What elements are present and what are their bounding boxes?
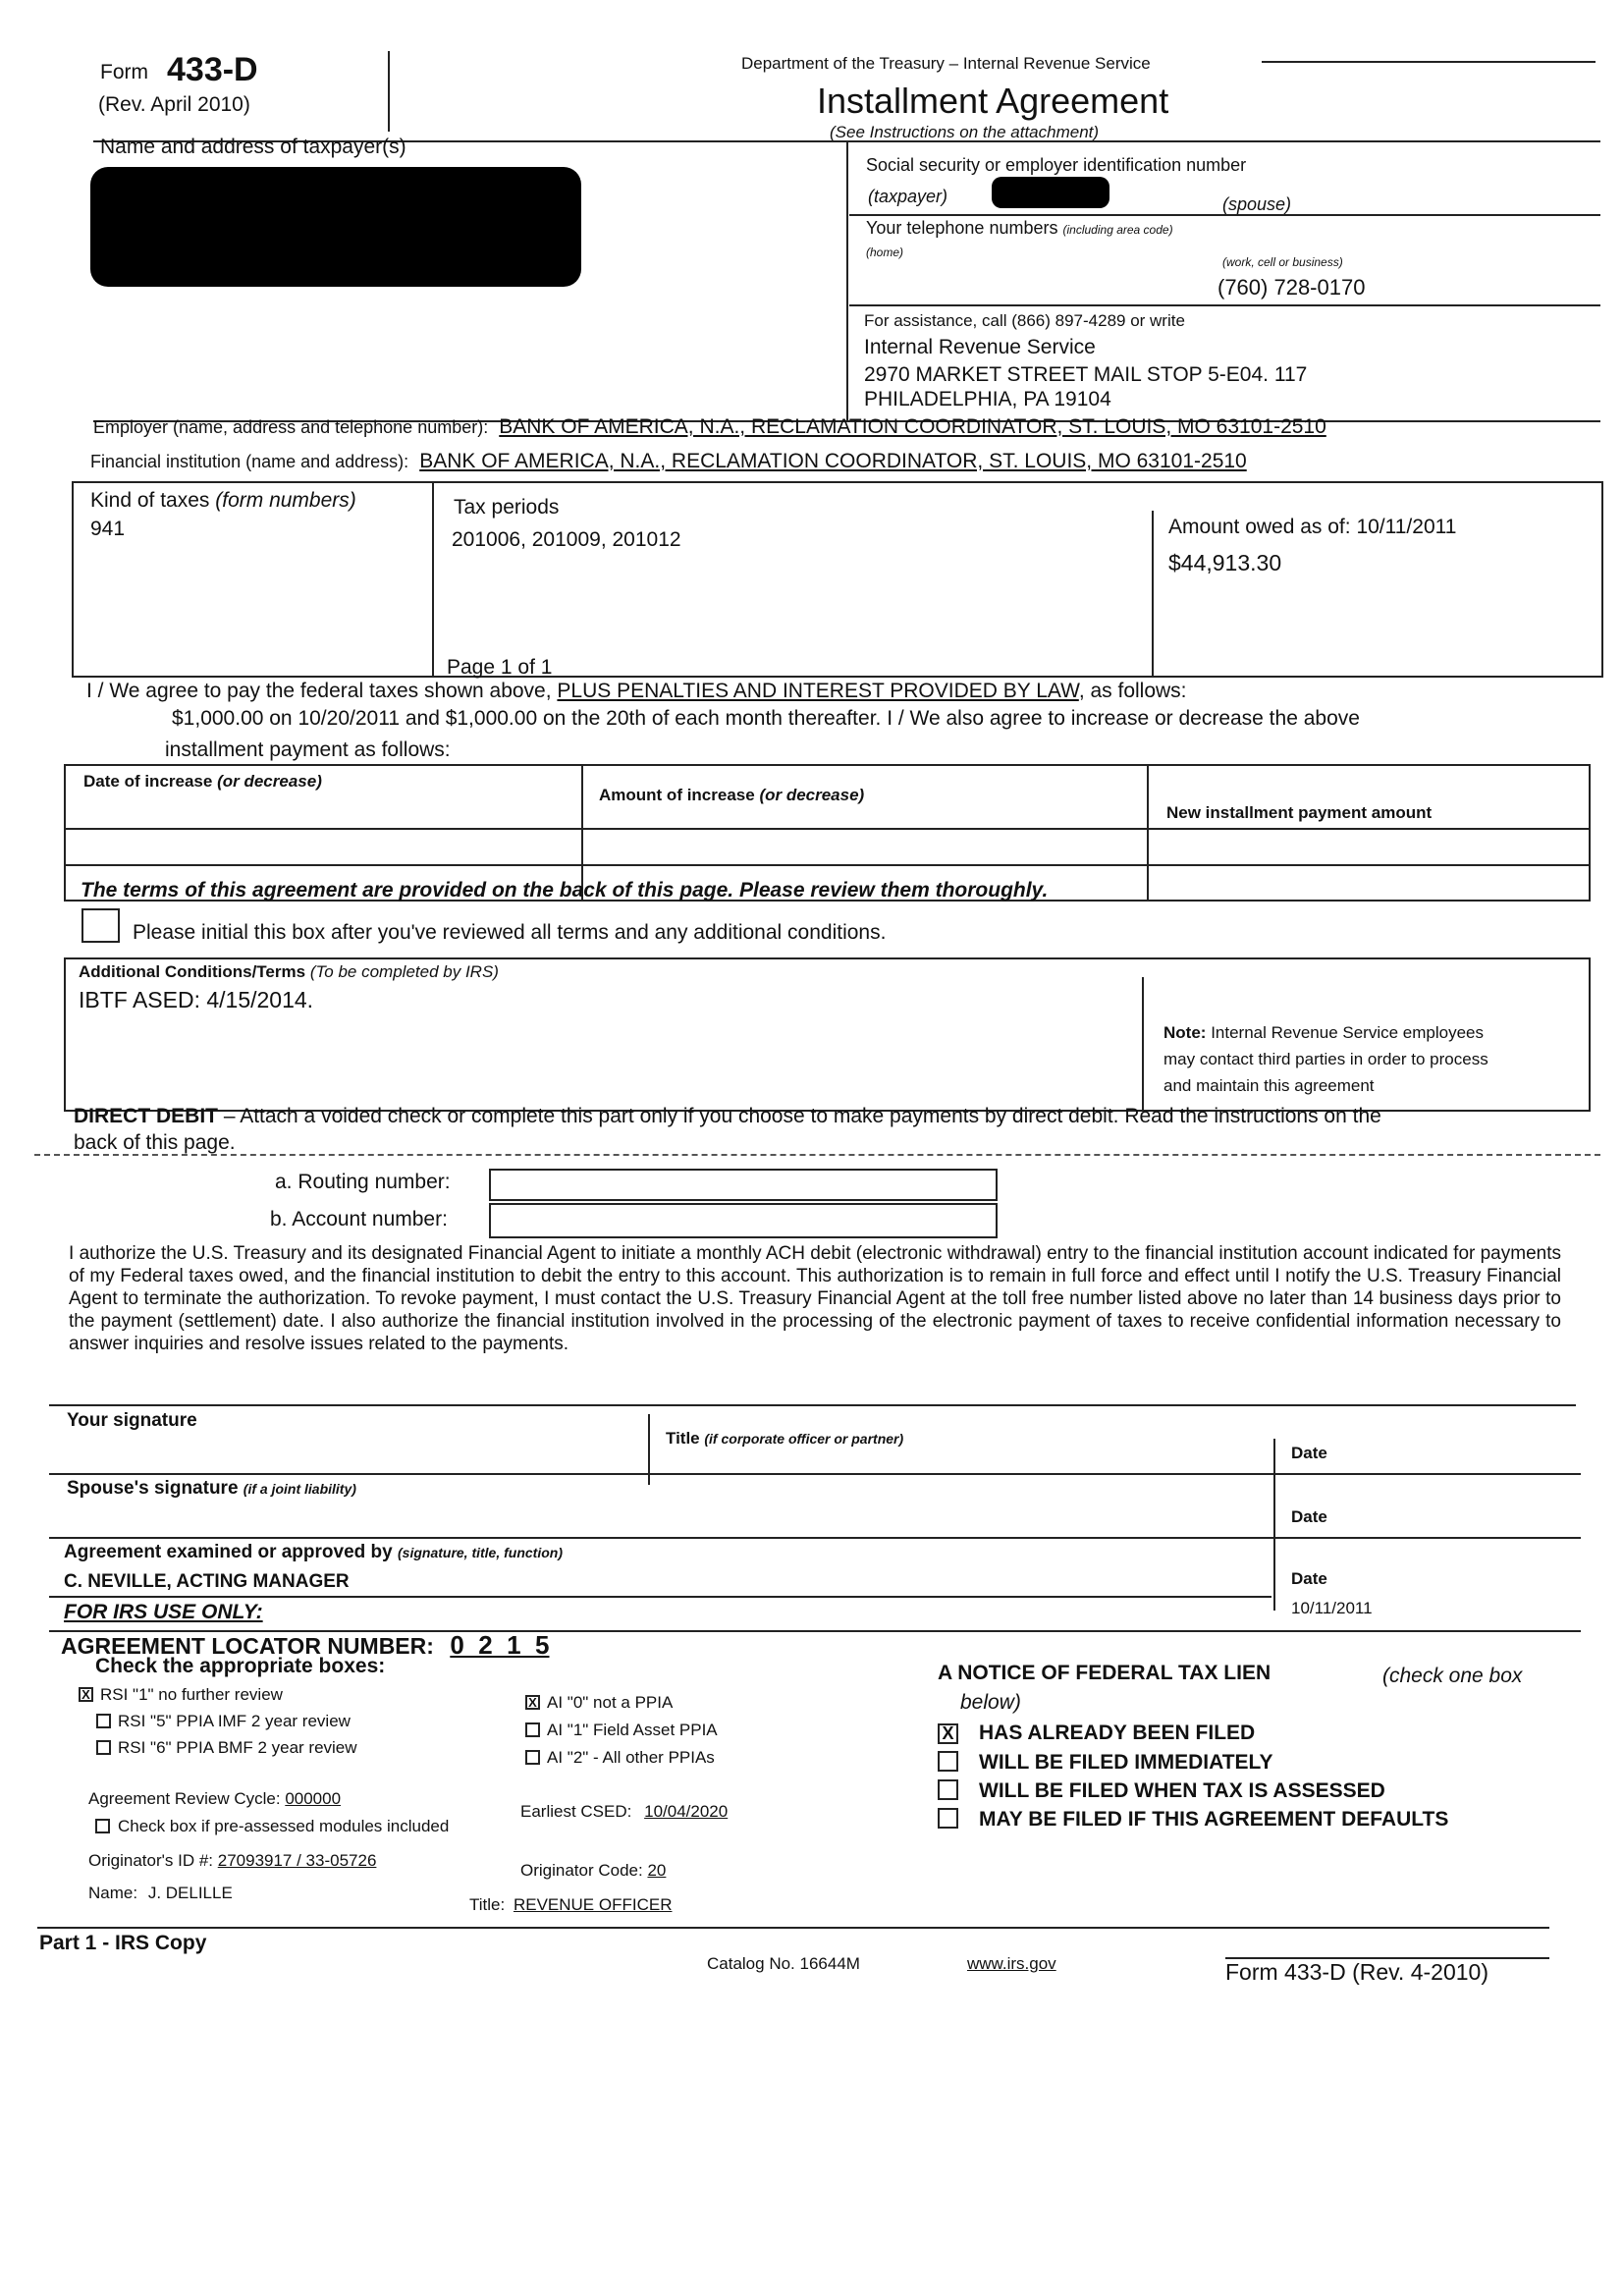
phone-label-small: (including area code) [1062, 223, 1173, 237]
spouse-signature-italic: (if a joint liability) [243, 1481, 356, 1497]
direct-debit-instructions: – Attach a voided check or complete this part only if you choose to make payments by direct debit. Read the instructions on the [218, 1105, 1381, 1127]
increase-col1-header [83, 772, 322, 792]
direct-debit-line2: back of this page. [74, 1131, 236, 1154]
spouse-signature-label [67, 1478, 356, 1500]
increase-col1-text: Date of increase [83, 772, 213, 791]
agreement-line1-start: I / We agree to pay the federal taxes shown above, [86, 680, 552, 702]
signature-divider-2 [1273, 1439, 1275, 1611]
originator-name-value: J. DELILLE [147, 1884, 233, 1902]
originator-id-label: Originator's ID #: [88, 1851, 214, 1870]
title-label-text: Title [666, 1429, 700, 1448]
date-label-1: Date [1291, 1444, 1327, 1462]
earliest-csed-label: Earliest CSED: [520, 1802, 632, 1821]
increase-col2-text: Amount of increase [599, 786, 755, 804]
originator-code-value: 20 [647, 1861, 667, 1880]
amount-owed-value: $44,913.30 [1168, 550, 1282, 575]
signature-top-rule [49, 1404, 1576, 1406]
agreement-line2: $1,000.00 on 10/20/2011 and $1,000.00 on the 20th of each month thereafter. I / We also agree to increase or decrease the above [172, 707, 1360, 730]
ssn-label: Social security or employer identification number [866, 155, 1247, 175]
footer-website[interactable]: www.irs.gov [967, 1954, 1056, 1973]
lien-already-filed-checkbox[interactable]: X [938, 1723, 958, 1744]
locator-value: 0 2 1 5 [450, 1630, 550, 1660]
work-phone-label: (work, cell or business) [1222, 255, 1343, 269]
phone-label [866, 218, 1173, 239]
date-label-3: Date [1291, 1569, 1327, 1588]
increase-row2-rule [64, 864, 1591, 866]
increase-col1-italic: (or decrease) [217, 772, 322, 791]
work-phone-value: (760) 728-0170 [1217, 275, 1366, 300]
originator-name-label: Name: [88, 1884, 138, 1902]
increase-col2-header [599, 786, 864, 805]
amount-owed-label: Amount owed as of: 10/11/2011 [1168, 516, 1457, 538]
phone-rule [849, 304, 1600, 306]
rsi-6-checkbox[interactable] [96, 1740, 111, 1755]
your-signature-label: Your signature [67, 1410, 197, 1431]
irs-street: 2970 MARKET STREET MAIL STOP 5-E04. 117 [864, 363, 1308, 386]
ai-0-checkbox[interactable]: X [525, 1695, 540, 1710]
form-revision: (Rev. April 2010) [98, 93, 250, 116]
conditions-label-italic: (To be completed by IRS) [309, 962, 499, 981]
financial-value: BANK OF AMERICA, N.A., RECLAMATION COORDINATOR, ST. LOUIS, MO 63101-2510 [419, 450, 1247, 472]
routing-label: a. Routing number: [275, 1171, 451, 1193]
employer-value: BANK OF AMERICA, N.A., RECLAMATION COORDINATOR, ST. LOUIS, MO 63101-2510 [499, 415, 1326, 438]
new-amount-cell[interactable] [1151, 868, 1587, 898]
title-label [666, 1429, 903, 1449]
taxpayer-label: (taxpayer) [868, 187, 948, 206]
form-number: 433-D [167, 51, 258, 88]
examined-label [64, 1542, 563, 1563]
rsi-5-label: RSI "5" PPIA IMF 2 year review [118, 1712, 351, 1730]
employer-label: Employer (name, address and telephone number): [93, 417, 489, 437]
redacted-taxpayer-name [90, 167, 581, 287]
lien-immediately-label: WILL BE FILED IMMEDIATELY [979, 1751, 1273, 1774]
increase-amount-cell[interactable] [585, 833, 1143, 860]
ai-2-checkbox[interactable] [525, 1750, 540, 1765]
spouse-signature-text: Spouse's signature [67, 1478, 239, 1499]
ai-0-label: AI "0" not a PPIA [547, 1693, 674, 1712]
increase-date-cell[interactable] [69, 833, 577, 860]
originator-title-value: REVENUE OFFICER [513, 1895, 673, 1914]
review-cycle-value: 000000 [285, 1789, 342, 1808]
terms-notice: The terms of this agreement are provided on the back of this page. Please review them thoroughly. [81, 879, 1049, 902]
header-right-rule [1262, 61, 1596, 63]
signature-rule-1 [49, 1473, 1581, 1475]
account-number-input[interactable] [489, 1203, 998, 1238]
originator-code-row [520, 1861, 666, 1881]
rsi-6-label: RSI "6" PPIA BMF 2 year review [118, 1738, 357, 1757]
direct-debit-line1 [74, 1105, 1381, 1128]
authorization-text: I authorize the U.S. Treasury and its designated Financial Agent to initiate a monthly ACH debit (electronic withdrawal) entry to the financial institution account indicated for payments of my Federal taxes owed, and the financial institution to debit the entry to this account. This authorization is to remain in full force and effect until I notify the U.S. Treasury Financial Agent to terminate the authorization. To revoke payment, I must contact the U.S. Treasury Financial Agent at the toll free number listed above no later than 14 business days prior to the payment (settlement) date. I also authorize the financial institution involved in the processing of the electronic payment of taxes to receive confidential information necessary to answer inquiries and resolve issues related to the payments. [69, 1243, 1561, 1354]
irs-note-line3: and maintain this agreement [1163, 1076, 1375, 1095]
ai-1-checkbox[interactable] [525, 1722, 540, 1737]
assistance-text: For assistance, call (866) 897-4289 or write [864, 311, 1185, 330]
footer-form: Form 433-D (Rev. 4-2010) [1225, 1959, 1488, 1985]
examined-label-text: Agreement examined or approved by [64, 1542, 393, 1562]
increase-row1-rule [64, 828, 1591, 830]
irs-city: PHILADELPHIA, PA 19104 [864, 388, 1111, 410]
rsi-1-label: RSI "1" no further review [100, 1685, 283, 1704]
originator-id-value: 27093917 / 33-05726 [217, 1851, 377, 1870]
footer-rule [37, 1927, 1549, 1929]
irs-use-heading: FOR IRS USE ONLY: [64, 1601, 263, 1623]
signature-rule-2 [49, 1537, 1581, 1539]
irs-name: Internal Revenue Service [864, 336, 1096, 358]
tax-periods-value: 201006, 201009, 201012 [452, 528, 681, 551]
preassessed-label: Check box if pre-assessed modules included [118, 1817, 450, 1835]
preassessed-checkbox[interactable] [95, 1819, 110, 1833]
spouse-label: (spouse) [1222, 194, 1292, 214]
ai-1-label: AI "1" Field Asset PPIA [547, 1721, 718, 1739]
irs-note-bold: Note: [1163, 1023, 1207, 1042]
page-count: Page 1 of 1 [447, 656, 553, 679]
rsi-1-checkbox[interactable]: X [79, 1687, 93, 1702]
financial-row [90, 450, 1247, 473]
review-cycle-label: Agreement Review Cycle: [88, 1789, 281, 1808]
increase-col3-header: New installment payment amount [1166, 803, 1433, 822]
originator-id-row [88, 1851, 376, 1871]
increase-col2-divider [1147, 764, 1149, 902]
date-value-3: 10/11/2011 [1291, 1599, 1373, 1617]
direct-debit-dashed-rule [34, 1154, 1600, 1156]
date-label-2: Date [1291, 1507, 1327, 1526]
financial-label: Financial institution (name and address): [90, 452, 409, 471]
lien-already-filed-label: HAS ALREADY BEEN FILED [979, 1722, 1256, 1744]
examined-value: C. NEVILLE, ACTING MANAGER [64, 1571, 350, 1592]
earliest-csed-value: 10/04/2020 [644, 1802, 729, 1821]
agreement-line1-underlined: PLUS PENALTIES AND INTEREST PROVIDED BY LAW [557, 680, 1079, 702]
header-divider [388, 51, 390, 132]
taxpayer-divider [846, 140, 848, 420]
name-address-text: Name and address of taxpayer(s) [100, 136, 406, 158]
agreement-line3: installment payment as follows: [165, 738, 451, 761]
conditions-label-text: Additional Conditions/Terms [79, 962, 306, 981]
examined-label-italic: (signature, title, function) [398, 1545, 563, 1560]
kind-taxes-value: 941 [90, 518, 126, 540]
home-phone-label: (home) [866, 246, 904, 259]
name-address-label [100, 136, 406, 159]
rsi-5-checkbox[interactable] [96, 1714, 111, 1728]
footer-part: Part 1 - IRS Copy [39, 1932, 207, 1954]
tax-periods-label: Tax periods [454, 496, 560, 519]
initial-text: Please initial this box after you've reviewed all terms and any additional conditions. [133, 921, 887, 944]
redacted-ssn [992, 177, 1109, 208]
lien-heading-italic: (check one box below) [960, 1665, 1523, 1714]
account-label: b. Account number: [270, 1208, 448, 1230]
lien-defaults-label: MAY BE FILED IF THIS AGREEMENT DEFAULTS [979, 1808, 1449, 1831]
originator-code-label: Originator Code: [520, 1861, 643, 1880]
irs-note-line2: may contact third parties in order to process [1163, 1050, 1488, 1068]
conditions-value: IBTF ASED: 4/15/2014. [79, 987, 314, 1012]
originator-name-row [88, 1884, 233, 1903]
kind-taxes-label [90, 489, 356, 513]
taxes-col1-divider [432, 481, 434, 678]
form-subtitle: (See Instructions on the attachment) [830, 123, 1100, 141]
lien-when-assessed-checkbox[interactable] [938, 1779, 958, 1800]
agreement-line1 [86, 680, 1187, 703]
originator-title-label: Title: [469, 1895, 506, 1914]
agreement-line1-end: , as follows: [1078, 680, 1187, 702]
kind-taxes-italic: (form numbers) [215, 489, 356, 512]
check-boxes-label: Check the appropriate boxes: [95, 1655, 386, 1677]
lien-defaults-checkbox[interactable] [938, 1808, 958, 1829]
locator-label: AGREEMENT LOCATOR NUMBER: [61, 1633, 434, 1659]
lien-when-assessed-label: WILL BE FILED WHEN TAX IS ASSESSED [979, 1779, 1385, 1802]
lien-immediately-checkbox[interactable] [938, 1751, 958, 1772]
lien-heading: A NOTICE OF FEDERAL TAX LIEN [938, 1662, 1271, 1684]
footer-form-rule [1225, 1957, 1549, 1959]
kind-taxes-text: Kind of taxes [90, 489, 210, 512]
form-prefix: Form [100, 61, 148, 83]
initial-box[interactable] [81, 908, 120, 943]
title-label-italic: (if corporate officer or partner) [704, 1431, 904, 1447]
ssn-rule [849, 214, 1600, 216]
conditions-label [79, 962, 499, 982]
taxes-col2-divider [1152, 511, 1154, 678]
ai-2-label: AI "2" - All other PPIAs [547, 1748, 715, 1767]
employer-row [93, 415, 1326, 439]
department-name: Department of the Treasury – Internal Revenue Service [741, 54, 1151, 73]
earliest-csed-row [520, 1802, 728, 1822]
irs-note-line1: Internal Revenue Service employees [1211, 1023, 1485, 1042]
spouse-signature-field[interactable] [54, 1503, 1267, 1532]
conditions-divider [1142, 977, 1144, 1112]
originator-title-row [469, 1895, 672, 1915]
routing-number-input[interactable] [489, 1169, 998, 1201]
increase-col2-italic: (or decrease) [759, 786, 865, 804]
footer-catalog: Catalog No. 16644M [707, 1954, 860, 1973]
phone-label-text: Your telephone numbers [866, 218, 1058, 238]
form-title: Installment Agreement [817, 81, 1169, 121]
review-cycle-row [88, 1789, 341, 1809]
direct-debit-heading: DIRECT DEBIT [74, 1105, 218, 1127]
signature-rule-3 [49, 1596, 1271, 1598]
irs-note [1163, 1019, 1488, 1099]
